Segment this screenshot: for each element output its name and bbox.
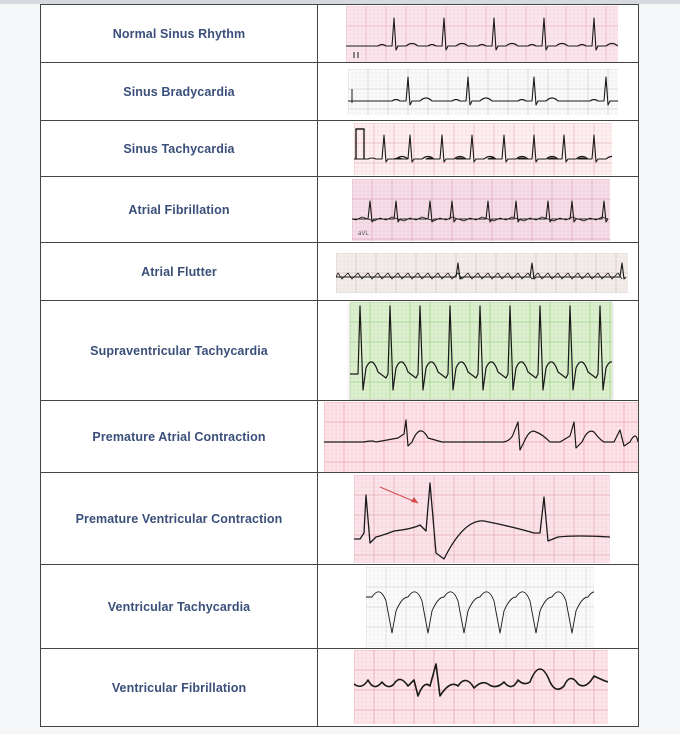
table-row: [41, 301, 639, 401]
ecg-strip-nsr: [346, 6, 618, 62]
ecg-strip-pac: [324, 402, 638, 472]
ecg-rhythm-table: [40, 4, 639, 727]
ecg-strip-sb: [348, 69, 618, 115]
table-row: [41, 243, 639, 301]
ecg-strip-af: [352, 179, 610, 241]
rhythm-name-af: Atrial Fibrillation: [41, 177, 318, 243]
rhythm-name-afl: Atrial Flutter: [41, 243, 318, 301]
ecg-strip-svt: [350, 302, 612, 399]
rhythm-name-sb: Sinus Bradycardia: [41, 63, 318, 121]
table-row: [41, 5, 639, 63]
table-row: [41, 473, 639, 565]
table-row: [41, 177, 639, 243]
rhythm-name-vf: Ventricular Fibrillation: [41, 649, 318, 727]
rhythm-name-nsr: Normal Sinus Rhythm: [41, 5, 318, 63]
table-row: [41, 63, 639, 121]
rhythm-name-pvc: Premature Ventricular Contraction: [41, 473, 318, 565]
table-row: [41, 565, 639, 649]
rhythm-name-st: Sinus Tachycardia: [41, 121, 318, 177]
lead-label: aVL: [358, 231, 369, 237]
rhythm-name-vt: Ventricular Tachycardia: [41, 565, 318, 649]
rhythm-name-svt: Supraventricular Tachycardia: [41, 301, 318, 401]
ecg-strip-st: [354, 123, 612, 175]
ecg-strip-vt: [366, 567, 594, 647]
rhythm-name-pac: Premature Atrial Contraction: [41, 401, 318, 473]
ecg-strip-pvc: [354, 475, 610, 563]
table-row: [41, 649, 639, 727]
table-row: [41, 121, 639, 177]
table-row: [41, 401, 639, 473]
ecg-strip-vf: [354, 650, 608, 724]
ecg-strip-afl: [336, 253, 628, 293]
